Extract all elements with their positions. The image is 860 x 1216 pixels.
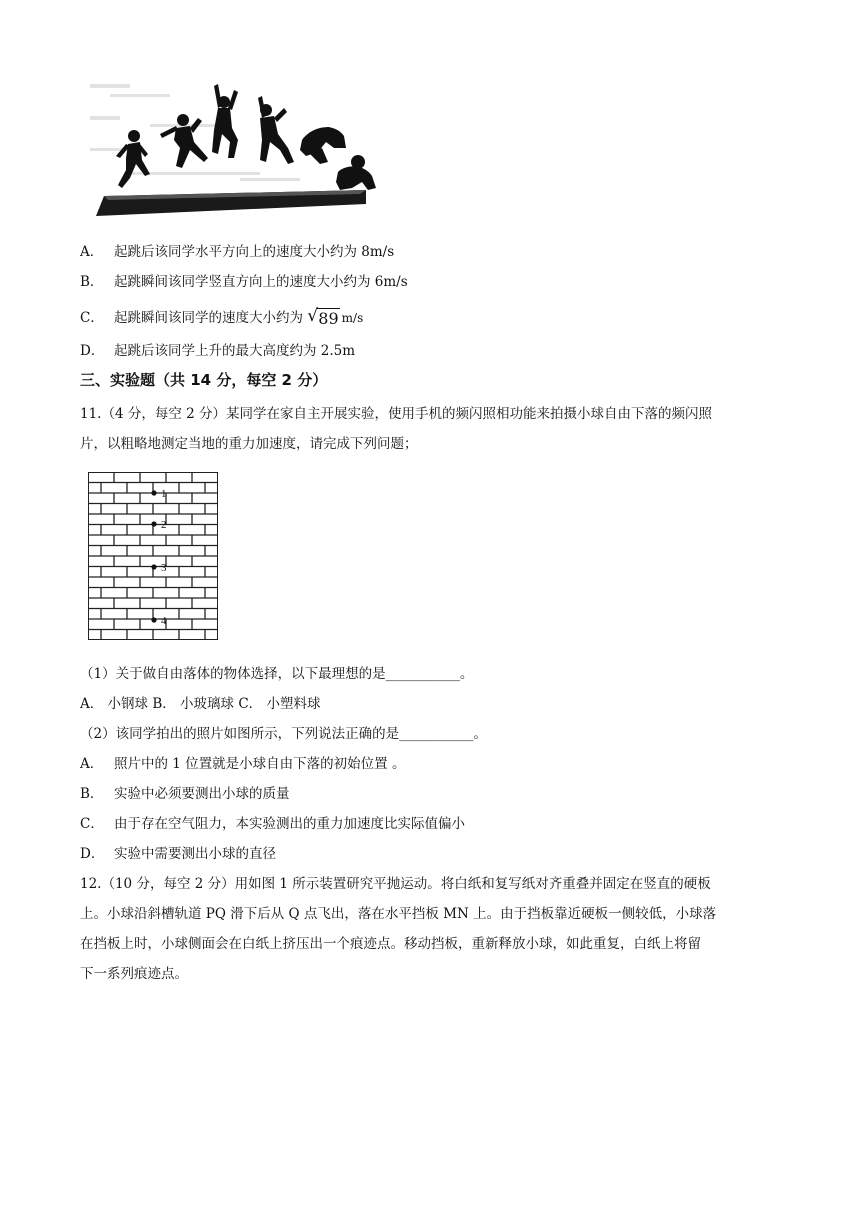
- q12-line4: 下一系列痕迹点。: [80, 966, 188, 982]
- ball-position-3: [151, 564, 156, 569]
- q11-stem-line1: 11.（4 分，每空 2 分）某同学在家自主开展实验，使用手机的频闪照相功能来拍摄小球自由下落的频闪照: [80, 406, 713, 422]
- q10-option-a: A． 起跳后该同学水平方向上的速度大小约为 8m/s: [80, 244, 395, 260]
- long-jump-figure: [90, 78, 380, 220]
- q11-sub2-option-c: C． 由于存在空气阻力，本实验测出的重力加速度比实际值偏小: [80, 816, 465, 832]
- sqrt-sign-icon: √: [307, 306, 319, 326]
- q11-sub1-options: A． 小钢球 B． 小玻璃球 C． 小塑料球: [80, 696, 321, 712]
- q12-line1: 12.（10 分，每空 2 分）用如图 1 所示装置研究平抛运动。将白纸和复写纸对齐重叠并固定在竖直的硬板: [80, 876, 711, 892]
- strobe-photo-figure: [88, 472, 218, 640]
- ball-label-2: 2: [161, 519, 167, 531]
- q11-sub2: （2）该同学拍出的照片如图所示，下列说法正确的是___________。: [80, 726, 487, 742]
- ball-label-1: 1: [161, 488, 167, 500]
- ball-position-4: [151, 617, 156, 622]
- q12-line3: 在挡板上时，小球侧面会在白纸上挤压出一个痕迹点。移动挡板，重新释放小球，如此重复，白纸上将留: [80, 936, 701, 952]
- q10-option-c: C． 起跳瞬间该同学的速度大小约为 √ 89 m/s: [80, 306, 364, 328]
- q11-sub2-option-d: D． 实验中需要测出小球的直径: [80, 846, 276, 862]
- ball-label-4: 4: [161, 615, 167, 627]
- ball-position-1: [151, 490, 156, 495]
- q11-sub2-option-b: B． 实验中必须要测出小球的质量: [80, 786, 290, 802]
- q10-option-d: D． 起跳后该同学上升的最大高度约为 2.5m: [80, 343, 356, 359]
- q12-line2: 上。小球沿斜槽轨道 PQ 滑下后从 Q 点飞出，落在水平挡板 MN 上。由于挡板靠近硬板一侧较低，小球落: [80, 906, 717, 922]
- section-heading: 三、实验题（共 14 分，每空 2 分）: [80, 371, 328, 389]
- ball-label-3: 3: [161, 562, 167, 574]
- q10-option-b: B． 起跳瞬间该同学竖直方向上的速度大小约为 6m/s: [80, 274, 408, 290]
- ball-position-2: [151, 521, 156, 526]
- sqrt-expression: √ 89: [307, 306, 339, 328]
- q11-stem-line2: 片，以粗略地测定当地的重力加速度，请完成下列问题；: [80, 436, 418, 452]
- q11-sub1: （1）关于做自由落体的物体选择，以下最理想的是___________。: [80, 666, 474, 682]
- q11-sub2-option-a: A． 照片中的 1 位置就是小球自由下落的初始位置 。: [80, 756, 406, 772]
